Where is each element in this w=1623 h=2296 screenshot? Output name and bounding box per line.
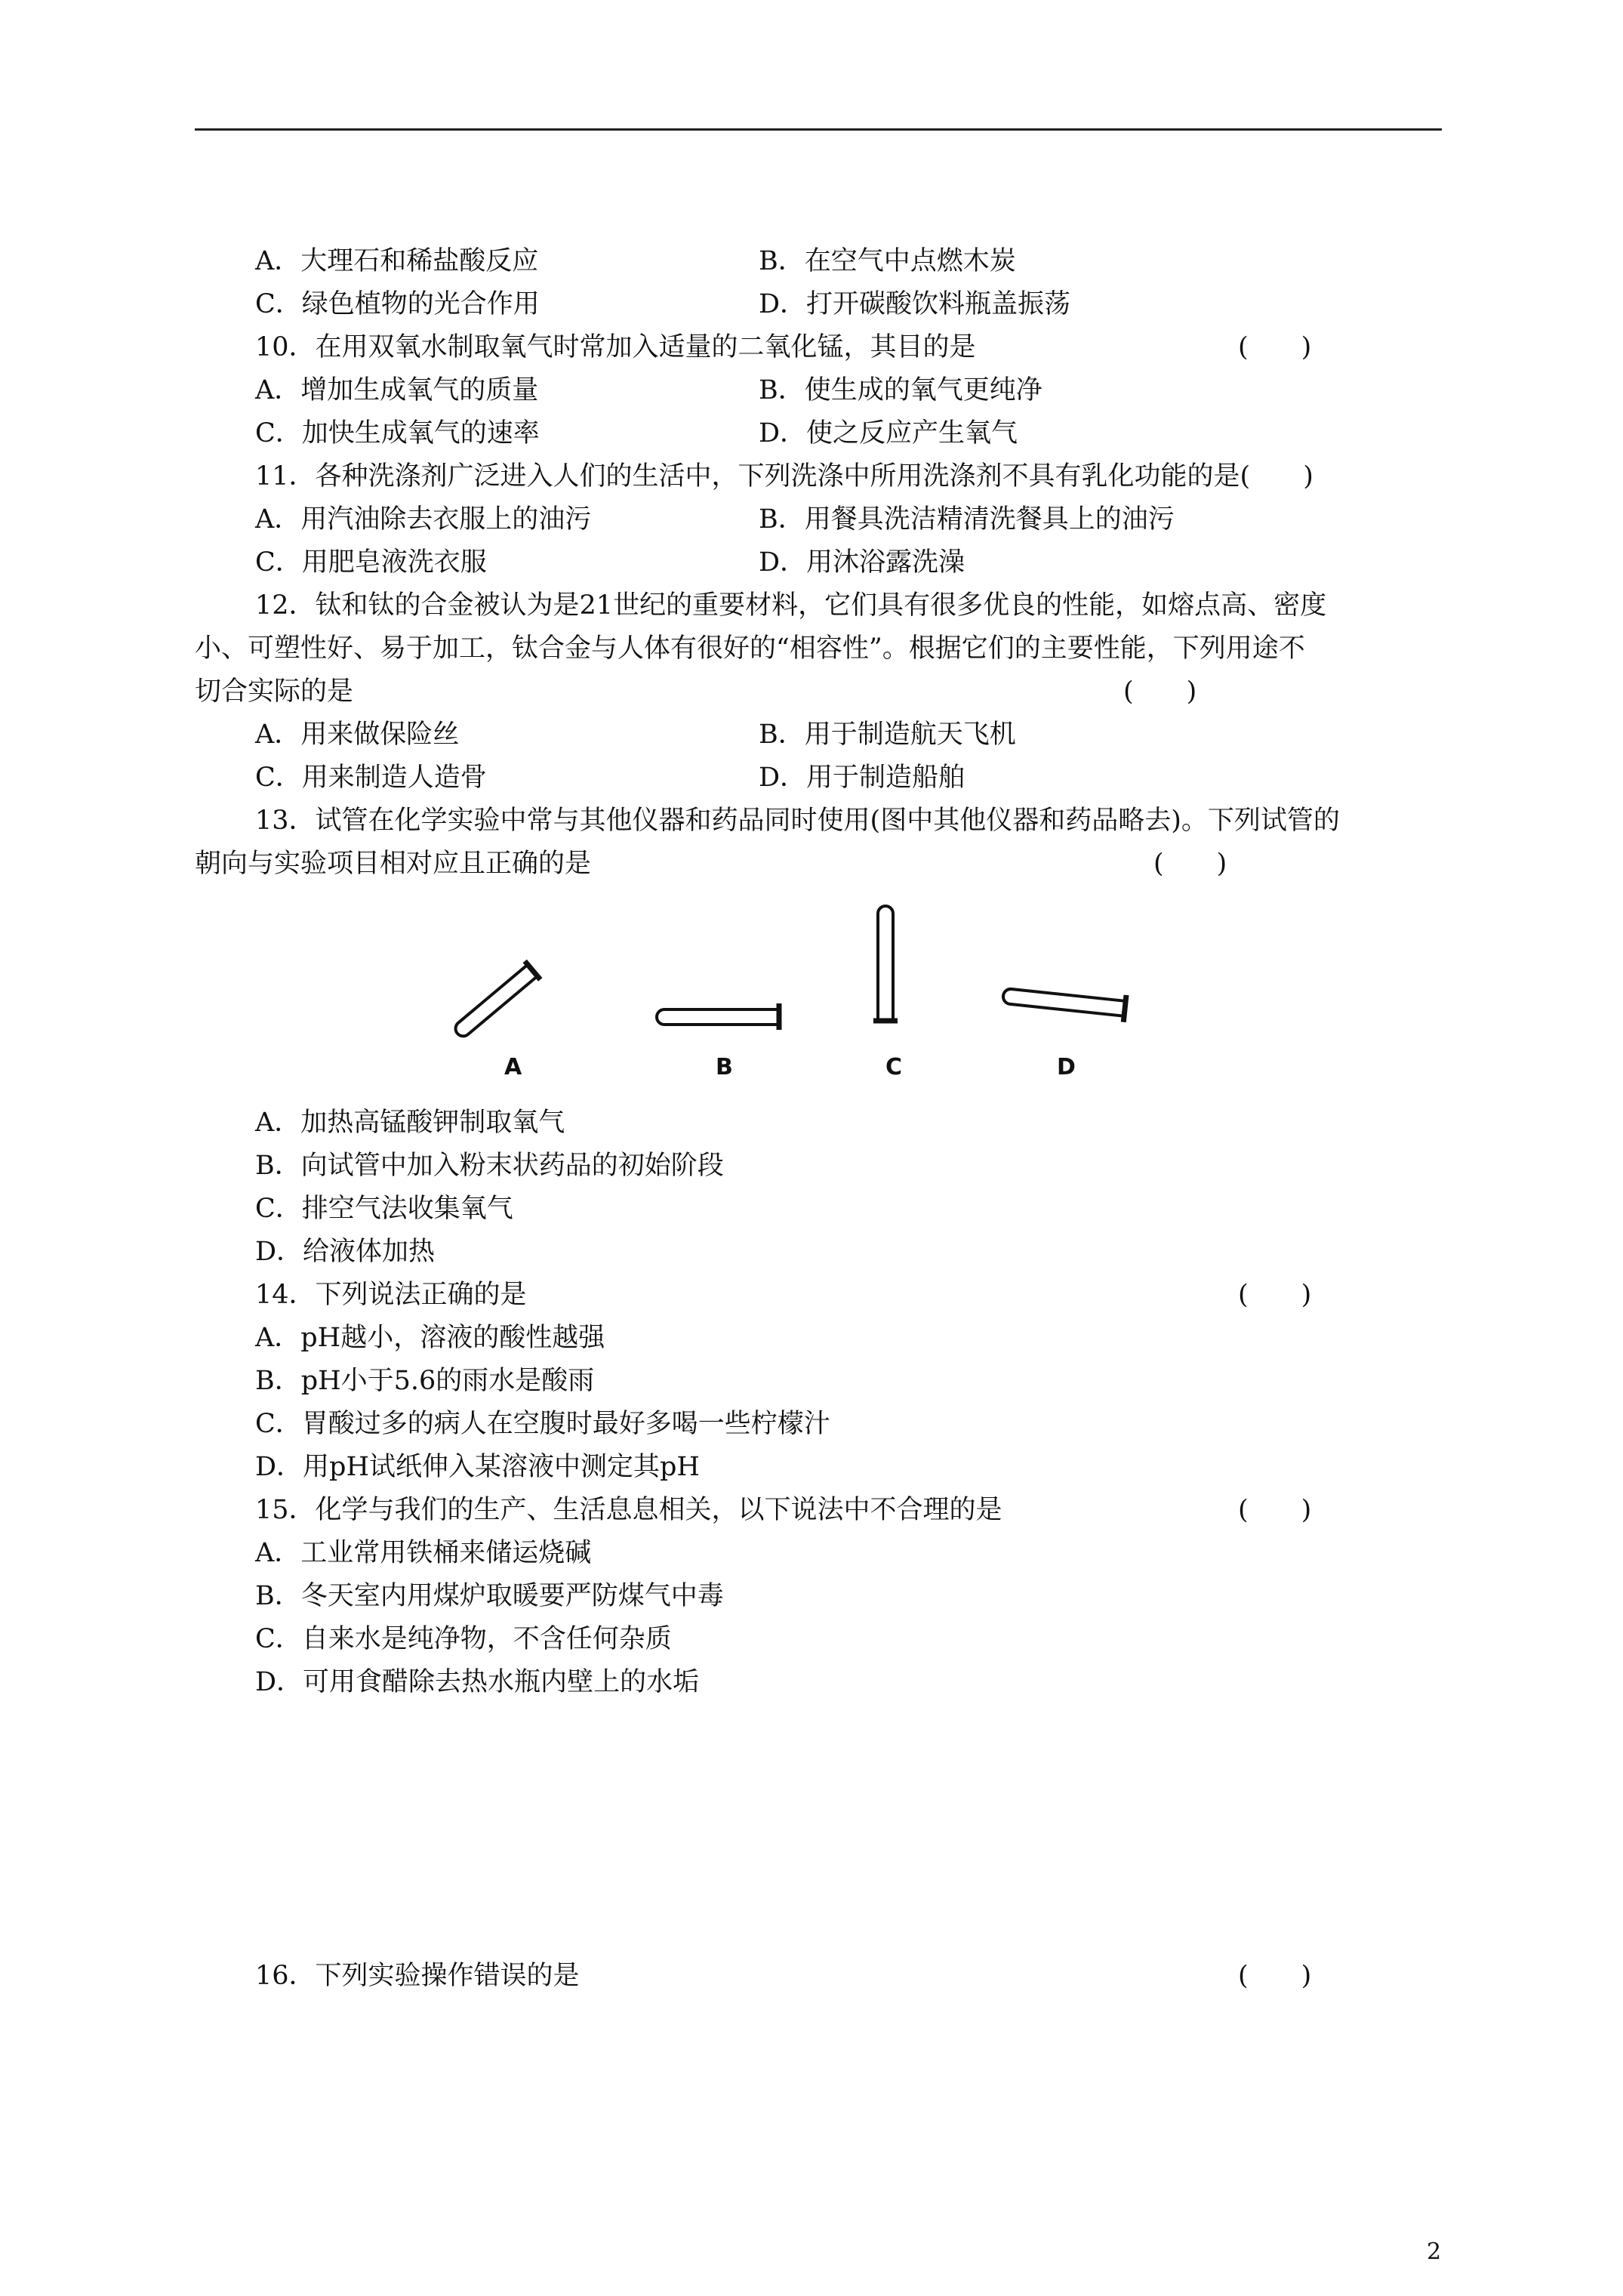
q12-stem-line2: 小、可塑性好、易于加工，钛合金与人体有很好的“相容性”。根据它们的主要性能，下列用途不 xyxy=(195,633,1305,664)
q11-option-c: C．用肥皂液洗衣服 xyxy=(255,547,487,578)
q9-option-a: A．大理石和稀盐酸反应 xyxy=(255,246,539,276)
q12-stem-line1: 12．钛和钛的合金被认为是21世纪的重要材料，它们具有很多优良的性能，如熔点高、密度 xyxy=(255,590,1327,621)
q14-option-a: A．pH越小，溶液的酸性越强 xyxy=(255,1323,605,1353)
q10-option-c: C．加快生成氧气的速率 xyxy=(255,418,540,448)
q13-option-c: C．排空气法收集氧气 xyxy=(255,1194,513,1224)
page-number: 2 xyxy=(1427,2239,1442,2265)
q10-option-a: A．增加生成氧气的质量 xyxy=(255,375,539,405)
q14-option-b: B．pH小于5.6的雨水是酸雨 xyxy=(255,1366,595,1396)
q15-option-a: A．工业常用铁桶来储运烧碱 xyxy=(255,1538,592,1568)
q10-option-b: B．使生成的氧气更纯净 xyxy=(759,375,1042,405)
q11-option-b: B．用餐具洗洁精清洗餐具上的油污 xyxy=(759,504,1175,535)
q9-option-c: C．绿色植物的光合作用 xyxy=(255,289,540,319)
q14-option-d: D．用pH试纸伸入某溶液中测定其pH xyxy=(255,1452,700,1482)
q14-answer-blank: ( ) xyxy=(1238,1280,1312,1310)
q15-option-d: D．可用食醋除去热水瓶内壁上的水垢 xyxy=(255,1667,700,1697)
test-tube-d-icon xyxy=(1002,982,1126,1022)
header-rule xyxy=(195,128,1442,131)
test-tube-orientation-figure xyxy=(438,898,1193,1049)
figure-label-a: A xyxy=(504,1054,522,1080)
q11-option-a: A．用汽油除去衣服上的油污 xyxy=(255,504,592,535)
test-tube-b-icon xyxy=(657,1003,779,1030)
q13-option-b: B．向试管中加入粉末状药品的初始阶段 xyxy=(255,1151,724,1181)
figure-label-d: D xyxy=(1057,1054,1076,1080)
test-tube-c-icon xyxy=(873,906,898,1021)
q11-option-d: D．用沐浴露洗澡 xyxy=(759,547,965,578)
q13-option-d: D．给液体加热 xyxy=(255,1237,436,1267)
q9-option-b: B．在空气中点燃木炭 xyxy=(759,246,1016,276)
q12-option-b: B．用于制造航天飞机 xyxy=(759,720,1016,750)
test-tube-a-icon xyxy=(450,961,540,1043)
q11-stem: 11．各种洗涤剂广泛进入人们的生活中，下列洗涤中所用洗涤剂不具有乳化功能的是( ) xyxy=(255,461,1313,492)
figure-label-b: B xyxy=(716,1054,733,1080)
q13-option-a: A．加热高锰酸钾制取氧气 xyxy=(255,1108,565,1138)
q14-option-c: C．胃酸过多的病人在空腹时最好多喝一些柠檬汁 xyxy=(255,1409,830,1439)
q10-stem: 10．在用双氧水制取氧气时常加入适量的二氧化锰，其目的是 xyxy=(255,332,976,362)
q16-stem: 16．下列实验操作错误的是 xyxy=(255,1961,580,1991)
q15-option-c: C．自来水是纯净物，不含任何杂质 xyxy=(255,1624,672,1654)
q9-option-d: D．打开碳酸饮料瓶盖振荡 xyxy=(759,289,1071,319)
q13-answer-blank: ( ) xyxy=(1153,849,1227,879)
figure-label-c: C xyxy=(885,1054,903,1080)
q15-option-b: B．冬天室内用煤炉取暖要严防煤气中毒 xyxy=(255,1581,724,1611)
q15-answer-blank: ( ) xyxy=(1238,1495,1312,1525)
q12-option-a: A．用来做保险丝 xyxy=(255,720,460,750)
q15-stem: 15．化学与我们的生产、生活息息相关，以下说法中不合理的是 xyxy=(255,1495,1002,1525)
q12-option-c: C．用来制造人造骨 xyxy=(255,763,487,793)
q13-stem-line1: 13．试管在化学实验中常与其他仪器和药品同时使用(图中其他仪器和药品略去)。下列试管的 xyxy=(255,806,1340,836)
q12-answer-blank: ( ) xyxy=(1123,676,1197,707)
q13-stem-line2: 朝向与实验项目相对应且正确的是 xyxy=(195,849,592,879)
q14-stem: 14．下列说法正确的是 xyxy=(255,1280,527,1310)
q12-option-d: D．用于制造船舶 xyxy=(759,763,965,793)
q16-answer-blank: ( ) xyxy=(1238,1961,1312,1991)
q10-answer-blank: ( ) xyxy=(1238,332,1312,362)
q12-stem-line3: 切合实际的是 xyxy=(195,676,354,707)
q10-option-d: D．使之反应产生氧气 xyxy=(759,418,1018,448)
